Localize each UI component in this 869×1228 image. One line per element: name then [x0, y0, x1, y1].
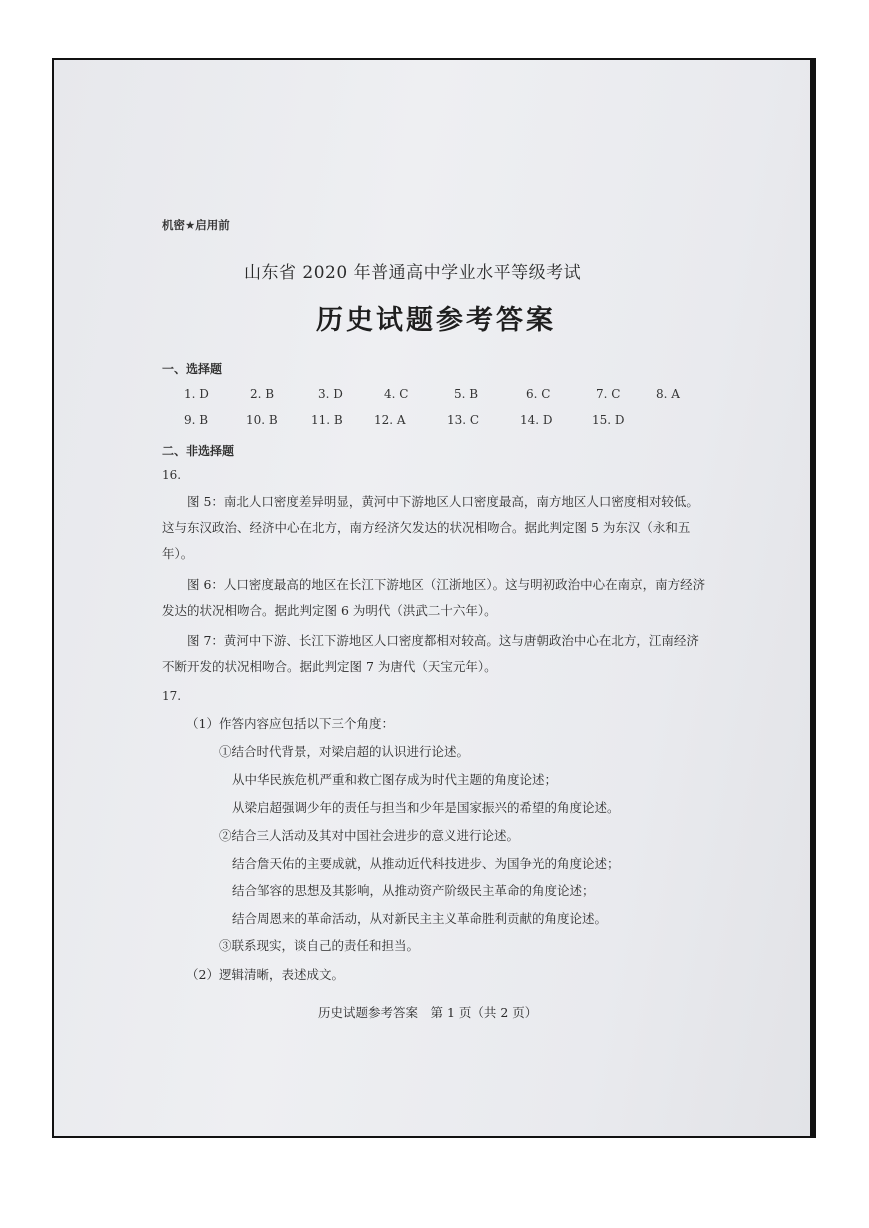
- q17-point2-detail: 结合詹天佑的主要成就，从推动近代科技进步、为国争光的角度论述；: [232, 856, 620, 871]
- q17-point1-detail: 从梁启超强调少年的责任与担当和少年是国家振兴的希望的角度论述。: [232, 800, 620, 815]
- answer-item: 9. B: [184, 413, 209, 427]
- answer-item: 12. A: [374, 413, 406, 427]
- q17-point2-detail: 结合周恩来的革命活动，从对新民主主义革命胜利贡献的角度论述。: [232, 911, 608, 926]
- answer-item: 13. C: [447, 413, 480, 427]
- q17-point2: ②结合三人活动及其对中国社会进步的意义进行论述。: [219, 828, 520, 843]
- answer-item: 5. B: [454, 387, 479, 401]
- answer-item: 8. A: [656, 387, 680, 401]
- question-16-number: 16.: [162, 468, 182, 482]
- answer-item: 10. B: [246, 413, 278, 427]
- q16-paragraph-figure7: 图 7：黄河中下游、长江下游地区人口密度都相对较高。这与唐朝政治中心在北方，江南经济不断开发的状况相吻合。据此判定图 7 为唐代（天宝元年）。: [162, 633, 699, 674]
- answer-item: 15. D: [592, 413, 625, 427]
- answer-sheet-page: [54, 60, 810, 1136]
- answer-item: 6. C: [526, 387, 551, 401]
- section-heading-choice: 一、选择题: [162, 362, 223, 376]
- exam-subtitle: 山东省 2020 年普通高中学业水平等级考试: [244, 263, 582, 283]
- page-title: 历史试题参考答案: [316, 305, 556, 336]
- q17-point1-detail: 从中华民族危机严重和救亡图存成为时代主题的角度论述；: [232, 772, 558, 787]
- answer-item: 7. C: [596, 387, 621, 401]
- q17-part2: （2）逻辑清晰，表述成文。: [186, 967, 344, 982]
- classification-label: 机密★启用前: [162, 218, 230, 232]
- answer-item: 2. B: [250, 387, 275, 401]
- question-17-number: 17.: [162, 689, 182, 703]
- answer-item: 3. D: [318, 387, 343, 401]
- q16-paragraph-figure5: 图 5：南北人口密度差异明显，黄河中下游地区人口密度最高，南方地区人口密度相对较低。这与东汉政治、经济中心在北方，南方经济欠发达的状况相吻合。据此判定图 5 为东汉（永和五年）。: [162, 494, 699, 561]
- q17-point2-detail: 结合邹容的思想及其影响，从推动资产阶级民主革命的角度论述；: [232, 883, 595, 898]
- answer-item: 11. B: [311, 413, 343, 427]
- answer-item: 1. D: [184, 387, 209, 401]
- q16-paragraph-figure6: 图 6：人口密度最高的地区在长江下游地区（江浙地区）。这与明初政治中心在南京，南方经济发达的状况相吻合。据此判定图 6 为明代（洪武二十六年）。: [162, 577, 706, 618]
- page-footer: 历史试题参考答案 第 1 页（共 2 页）: [318, 1005, 538, 1020]
- section-heading-nonchoice: 二、非选择题: [162, 444, 235, 458]
- answer-item: 4. C: [384, 387, 409, 401]
- answer-item: 14. D: [520, 413, 553, 427]
- q17-point3: ③联系现实，谈自己的责任和担当。: [219, 938, 420, 953]
- q17-point1: ①结合时代背景，对梁启超的认识进行论述。: [219, 744, 470, 759]
- q17-part1-intro: （1）作答内容应包括以下三个角度：: [186, 716, 394, 731]
